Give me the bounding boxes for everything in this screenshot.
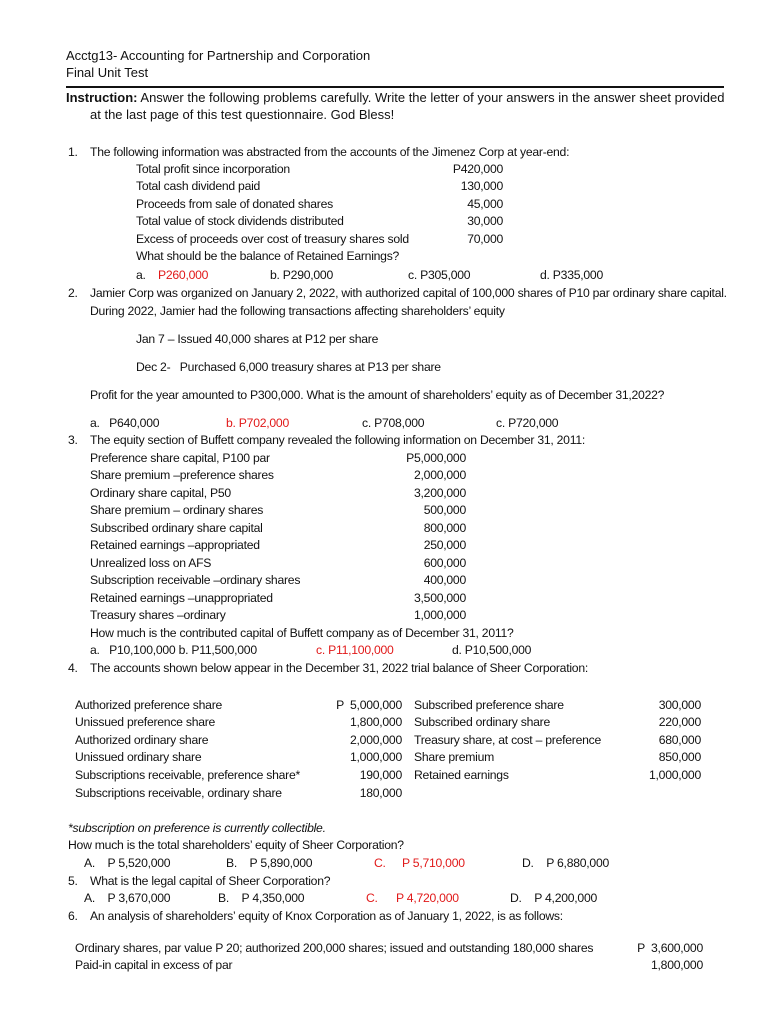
q3-item-value: 2,000,000: [414, 468, 466, 482]
q2-choice-b: b. P702,000: [226, 416, 289, 430]
q1-item-value: P420,000: [452, 162, 503, 176]
q1-choice-a-letter: a.: [136, 268, 146, 282]
q3-item-label: Share premium – ordinary shares: [90, 503, 264, 517]
instruction-label: Instruction:: [66, 90, 138, 105]
q3-item-value: 800,000: [423, 521, 466, 535]
q4-right-label: Subscribed ordinary share: [414, 715, 551, 729]
q4-right-label: Share premium: [414, 750, 495, 764]
q4-right-value: 300,000: [658, 698, 701, 712]
q1-item-value: 45,000: [467, 197, 503, 211]
q1-item-label: Excess of proceeds over cost of treasury shares sold: [136, 232, 409, 246]
q1-item-label: Total profit since incorporation: [136, 162, 290, 176]
q2-choice-a: a. P640,000: [90, 416, 160, 430]
q2-question: Profit for the year amounted to P300,000. What is the amount of shareholders’ equity as of December 31,2022?: [90, 388, 665, 402]
q4-choice-c-letter: C.: [374, 856, 386, 870]
q3-item-value: 600,000: [423, 556, 466, 570]
q4-left-label: Subscriptions receivable, preference share*: [75, 768, 301, 782]
q3-item-label: Share premium –preference shares: [90, 468, 274, 482]
q6-item-label: Paid-in capital in excess of par: [75, 958, 233, 972]
q1-stem: The following information was abstracted from the accounts of the Jimenez Corp at year-end:: [90, 145, 570, 159]
q4-right-label: Retained earnings: [414, 768, 509, 782]
q2-transaction-2: Dec 2- Purchased 6,000 treasury shares at P13 per share: [136, 360, 441, 374]
q3-item-label: Subscription receivable –ordinary shares: [90, 573, 301, 587]
q3-item-value: P5,000,000: [406, 451, 466, 465]
q4-choice-b: B. P 5,890,000: [226, 856, 313, 870]
q2-transaction-1: Jan 7 – Issued 40,000 shares at P12 per share: [136, 332, 379, 346]
q1-item-label: Total value of stock dividends distributed: [136, 214, 344, 228]
q3-item-value: 3,200,000: [414, 486, 466, 500]
q4-left-value: 2,000,000: [350, 733, 402, 747]
q4-stem: The accounts shown below appear in the December 31, 2022 trial balance of Sheer Corporation:: [90, 661, 588, 675]
q4-right-value: 220,000: [658, 715, 701, 729]
q4-left-label: Authorized preference share: [75, 698, 223, 712]
q3-choice-d: d. P10,500,000: [452, 643, 532, 657]
q5-choice-c-letter: C.: [366, 891, 378, 905]
q6-item-value: P 3,600,000: [637, 941, 703, 955]
q3-item-label: Ordinary share capital, P50: [90, 486, 231, 500]
q4-right-value: 680,000: [658, 733, 701, 747]
q6-item-value: 1,800,000: [651, 958, 703, 972]
q1-choice-c: c. P305,000: [408, 268, 471, 282]
q2-stem-1: Jamier Corp was organized on January 2, 2022, with authorized capital of 100,000 shares of P10 par ordinary share capital.: [90, 286, 727, 300]
q6-stem: An analysis of shareholders’ equity of Knox Corporation as of January 1, 2022, is as follows:: [90, 909, 563, 923]
q3-item-value: 500,000: [423, 503, 466, 517]
q1-item-label: Proceeds from sale of donated shares: [136, 197, 333, 211]
q5-choice-c: P 4,720,000: [396, 891, 459, 905]
q5-choice-a: A. P 3,670,000: [84, 891, 171, 905]
q4-left-label: Subscriptions receivable, ordinary share: [75, 786, 282, 800]
q3-choice-c: c. P11,100,000: [316, 643, 394, 657]
q3-item-value: 3,500,000: [414, 591, 466, 605]
q1-item-value: 30,000: [467, 214, 503, 228]
q3-item-label: Retained earnings –appropriated: [90, 538, 260, 552]
q4-left-label: Unissued preference share: [75, 715, 216, 729]
q4-left-value: 1,000,000: [350, 750, 402, 764]
q6-item-label: Ordinary shares, par value P 20; authorized 200,000 shares; issued and outstanding 180,000 shares: [75, 941, 594, 955]
q2-choice-d: c. P720,000: [496, 416, 559, 430]
q4-choice-d: D. P 6,880,000: [522, 856, 609, 870]
q6-number: 6.: [68, 909, 78, 923]
q4-left-value: 190,000: [359, 768, 402, 782]
q5-number: 5.: [68, 874, 78, 888]
q2-number: 2.: [68, 286, 78, 300]
q3-item-value: 1,000,000: [414, 608, 466, 622]
q4-choice-c: P 5,710,000: [402, 856, 465, 870]
q3-item-label: Retained earnings –unappropriated: [90, 591, 273, 605]
q4-left-label: Authorized ordinary share: [75, 733, 209, 747]
q4-question: How much is the total shareholders’ equity of Sheer Corporation?: [68, 838, 404, 852]
q4-choice-a: A. P 5,520,000: [84, 856, 171, 870]
q4-left-label: Unissued ordinary share: [75, 750, 202, 764]
q5-choice-d: D. P 4,200,000: [510, 891, 597, 905]
q4-right-label: Treasury share, at cost – preference: [414, 733, 601, 747]
q1-item-value: 70,000: [467, 232, 503, 246]
header-rule: [66, 86, 724, 88]
q5-question: What is the legal capital of Sheer Corporation?: [90, 874, 331, 888]
q3-question: How much is the contributed capital of Buffett company as of December 31, 2011?: [90, 626, 514, 640]
q3-item-label: Treasury shares –ordinary: [90, 608, 226, 622]
instruction: [66, 90, 724, 105]
q3-item-label: Subscribed ordinary share capital: [90, 521, 263, 535]
q1-number: 1.: [68, 145, 78, 159]
q4-right-value: 850,000: [658, 750, 701, 764]
q1-question: What should be the balance of Retained Earnings?: [136, 249, 400, 263]
q1-choice-d: d. P335,000: [540, 268, 603, 282]
q4-number: 4.: [68, 661, 78, 675]
q3-item-label: Preference share capital, P100 par: [90, 451, 270, 465]
q1-choice-b: b. P290,000: [270, 268, 333, 282]
q1-choice-a: P260,000: [158, 268, 209, 282]
q2-choice-c: c. P708,000: [362, 416, 425, 430]
q3-item-value: 250,000: [423, 538, 466, 552]
instruction-cont: at the last page of this test questionnaire. God Bless!: [90, 107, 395, 122]
q4-right-label: Subscribed preference share: [414, 698, 564, 712]
q4-left-value: 180,000: [359, 786, 402, 800]
q4-left-value: 1,800,000: [350, 715, 402, 729]
q2-stem-2: During 2022, Jamier had the following transactions affecting shareholders’ equity: [90, 304, 505, 318]
q3-stem: The equity section of Buffett company revealed the following information on December 31, 2011:: [90, 433, 585, 447]
q4-right-value: 1,000,000: [649, 768, 701, 782]
test-title: Final Unit Test: [66, 65, 149, 80]
q3-item-label: Unrealized loss on AFS: [90, 556, 212, 570]
q4-left-value: P 5,000,000: [336, 698, 402, 712]
q1-item-label: Total cash dividend paid: [136, 179, 261, 193]
q3-item-value: 400,000: [423, 573, 466, 587]
instruction-text: Answer the following problems carefully. Write the letter of your answers in the answer sheet provided: [140, 90, 725, 105]
q4-note: *subscription on preference is currently collectible.: [68, 821, 326, 835]
course-title: Acctg13- Accounting for Partnership and Corporation: [66, 48, 371, 63]
q3-choice-a-b: a. P10,100,000 b. P11,500,000: [90, 643, 257, 657]
q5-choice-b: B. P 4,350,000: [218, 891, 305, 905]
q1-item-value: 130,000: [460, 179, 503, 193]
q3-number: 3.: [68, 433, 78, 447]
